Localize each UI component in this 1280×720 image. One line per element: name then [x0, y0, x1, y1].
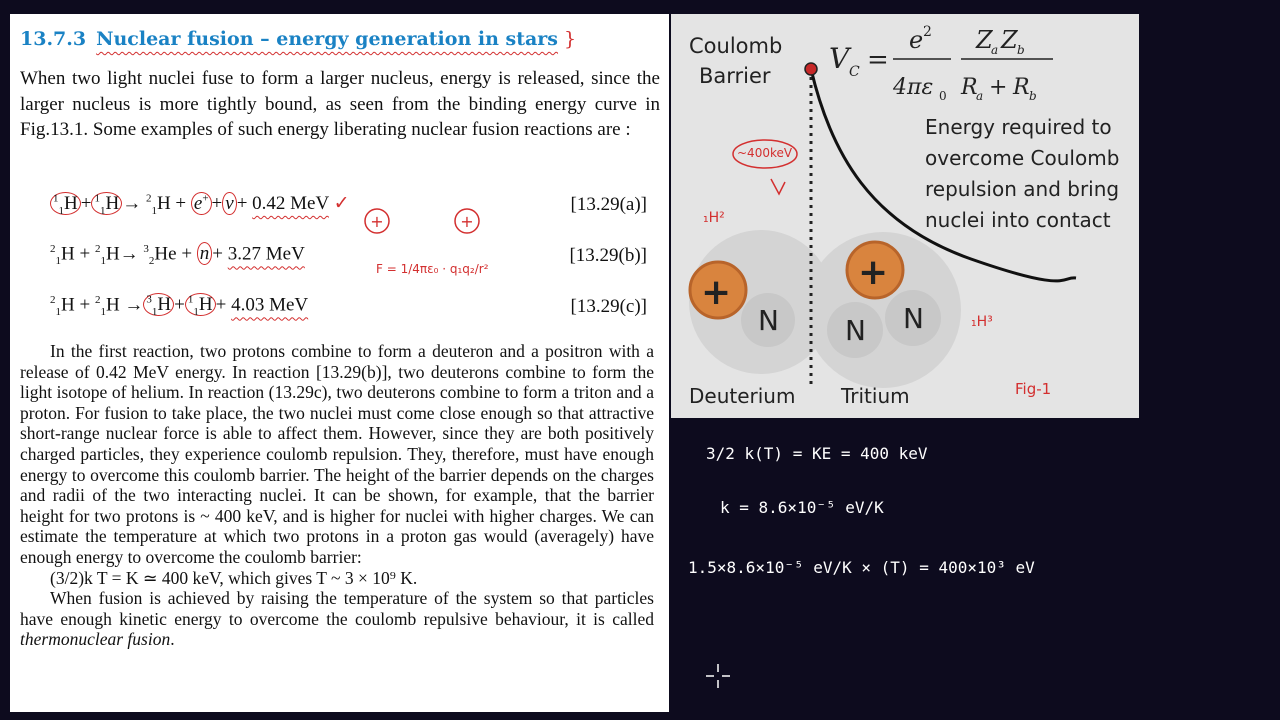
svg-text:2: 2	[923, 24, 932, 40]
svg-text:b: b	[1029, 89, 1037, 103]
svg-text:C: C	[849, 64, 860, 80]
intro-paragraph: When two light nuclei fuse to form a larger nucleus, energy is released, since the larger nucleus is more tightly bound, as seen from the binding energy curve in Fig.13.1. Some examples of such energy liberating nuclear fusion reactions are :	[20, 68, 660, 140]
svg-text:Z: Z	[976, 26, 993, 54]
energy-required-text	[925, 112, 1119, 236]
energy-b: 3.27 MeV	[227, 243, 305, 265]
tritium-neutron-2: N	[903, 302, 924, 335]
svg-text:a: a	[991, 43, 999, 57]
body-text	[20, 341, 654, 650]
equation-b: $^2_1$H + $^2_1$H→ $^3_2$He + n + 3.27 MeV	[50, 243, 305, 268]
svg-text:0: 0	[939, 89, 947, 103]
energy-text-line-2: overcome Coulomb	[925, 146, 1120, 170]
barrier-label-text: Barrier	[699, 64, 771, 88]
handwriting-line-2: k = 8.6×10⁻⁵ eV/K	[720, 498, 884, 517]
equation-a: $^1_1$H + $^1_1$H → $^2_1$H + e+ + ν + 0.42 MeV ✓	[50, 192, 350, 217]
crosshair-cursor-icon	[704, 662, 732, 690]
energy-text-line-1: Energy required to	[925, 115, 1112, 139]
paragraph-2-text: When fusion is achieved by raising the temperature of the system so that particles have enough kinetic energy to overcome the coulomb repulsive behaviour, it is called	[20, 588, 654, 629]
annotation-400kev: ~400keV	[737, 146, 793, 160]
section-heading	[20, 28, 576, 50]
deuterium-proton-plus: +	[701, 272, 732, 313]
paragraph-2-end: .	[170, 629, 175, 650]
svg-text:4πε: 4πε	[893, 75, 934, 100]
equation-b-label: [13.29(b)]	[569, 245, 647, 266]
paragraph-2	[20, 588, 654, 650]
svg-text:Z: Z	[1001, 26, 1018, 54]
svg-text:+: +	[370, 212, 384, 231]
svg-text:+: +	[460, 212, 474, 231]
annotation-fig: Fig-1	[1015, 380, 1052, 398]
handwriting-line-1: 3/2 k(T) = KE = 400 keV	[706, 444, 928, 463]
deuterium-label: Deuterium	[689, 384, 796, 408]
energy-text-line-4: nuclei into contact	[925, 208, 1111, 232]
tritium-proton-plus: +	[858, 252, 889, 293]
deuterium-neutron: N	[758, 304, 779, 337]
svg-text:b: b	[1017, 43, 1025, 57]
svg-text:=: =	[867, 45, 889, 75]
annotation-h2: ₁H²	[703, 210, 725, 226]
svg-text:R: R	[961, 75, 978, 100]
svg-text:R: R	[1013, 75, 1030, 100]
paragraph-1: In the first reaction, two protons combine to form a deuteron and a positron with a release of 0.42 MeV energy. In reaction [13.29(b)], two deuterons combine to form the light isotope of helium. In reaction (13.29c), two deuterons combine to form a triton and a proton. For fusion to take place, the two nuclei must come close enough so that attractive short-range nuclear force is able to affect them. However, since they are both positively charged particles, they experience coulomb repulsion. They, therefore, must have enough energy to overcome this coulomb barrier. The height of the barrier depends on the charges and radii of the two interacting nuclei. It can be shown, for example, that the barrier height for two protons is ~ 400 keV, and is higher for nuclei with higher charges. We can estimate the temperature at which two protons in a proton gas would (averagely) have enough energy to overcome the coulomb barrier:	[20, 341, 654, 567]
energy-c: 4.03 MeV	[231, 294, 309, 316]
energy-a: 0.42 MeV	[252, 193, 329, 214]
annotation-brace: }	[564, 28, 577, 50]
tritium-neutron-1: N	[845, 314, 866, 347]
tritium-label: Tritium	[841, 384, 910, 408]
coulomb-label: Coulomb	[689, 34, 783, 58]
section-number: 13.7.3	[20, 28, 87, 50]
temperature-formula: (3/2)k T = K ≃ 400 keV, which gives T ~ 3 × 10⁹ K.	[50, 567, 418, 588]
equation-c: $^2_1$H + $^2_1$H → $^3_1$H + $^1_1$H + 4.03 MeV	[50, 294, 309, 319]
equation-c-label: [13.29(c)]	[570, 296, 647, 317]
annotation-force-formula: F = 1/4πε₀ · q₁q₂/r²	[376, 262, 489, 276]
coulomb-barrier-figure	[671, 14, 1139, 418]
handwriting-line-3: 1.5×8.6×10⁻⁵ eV/K × (T) = 400×10³ eV	[688, 558, 1035, 577]
annotation-plus-circles	[362, 206, 492, 246]
svg-text:a: a	[976, 89, 984, 103]
paragraph-2-emphasis: thermonuclear fusion	[20, 629, 171, 650]
textbook-page	[10, 14, 669, 712]
energy-text-line-3: repulsion and bring	[925, 177, 1120, 201]
svg-text:+: +	[989, 75, 1008, 100]
svg-text:V: V	[829, 42, 850, 75]
annotation-h3: ₁H³	[971, 314, 993, 330]
svg-text:e: e	[909, 26, 924, 54]
equation-a-label: [13.29(a)]	[570, 194, 647, 215]
section-title: Nuclear fusion – energy generation in stars	[96, 28, 559, 50]
